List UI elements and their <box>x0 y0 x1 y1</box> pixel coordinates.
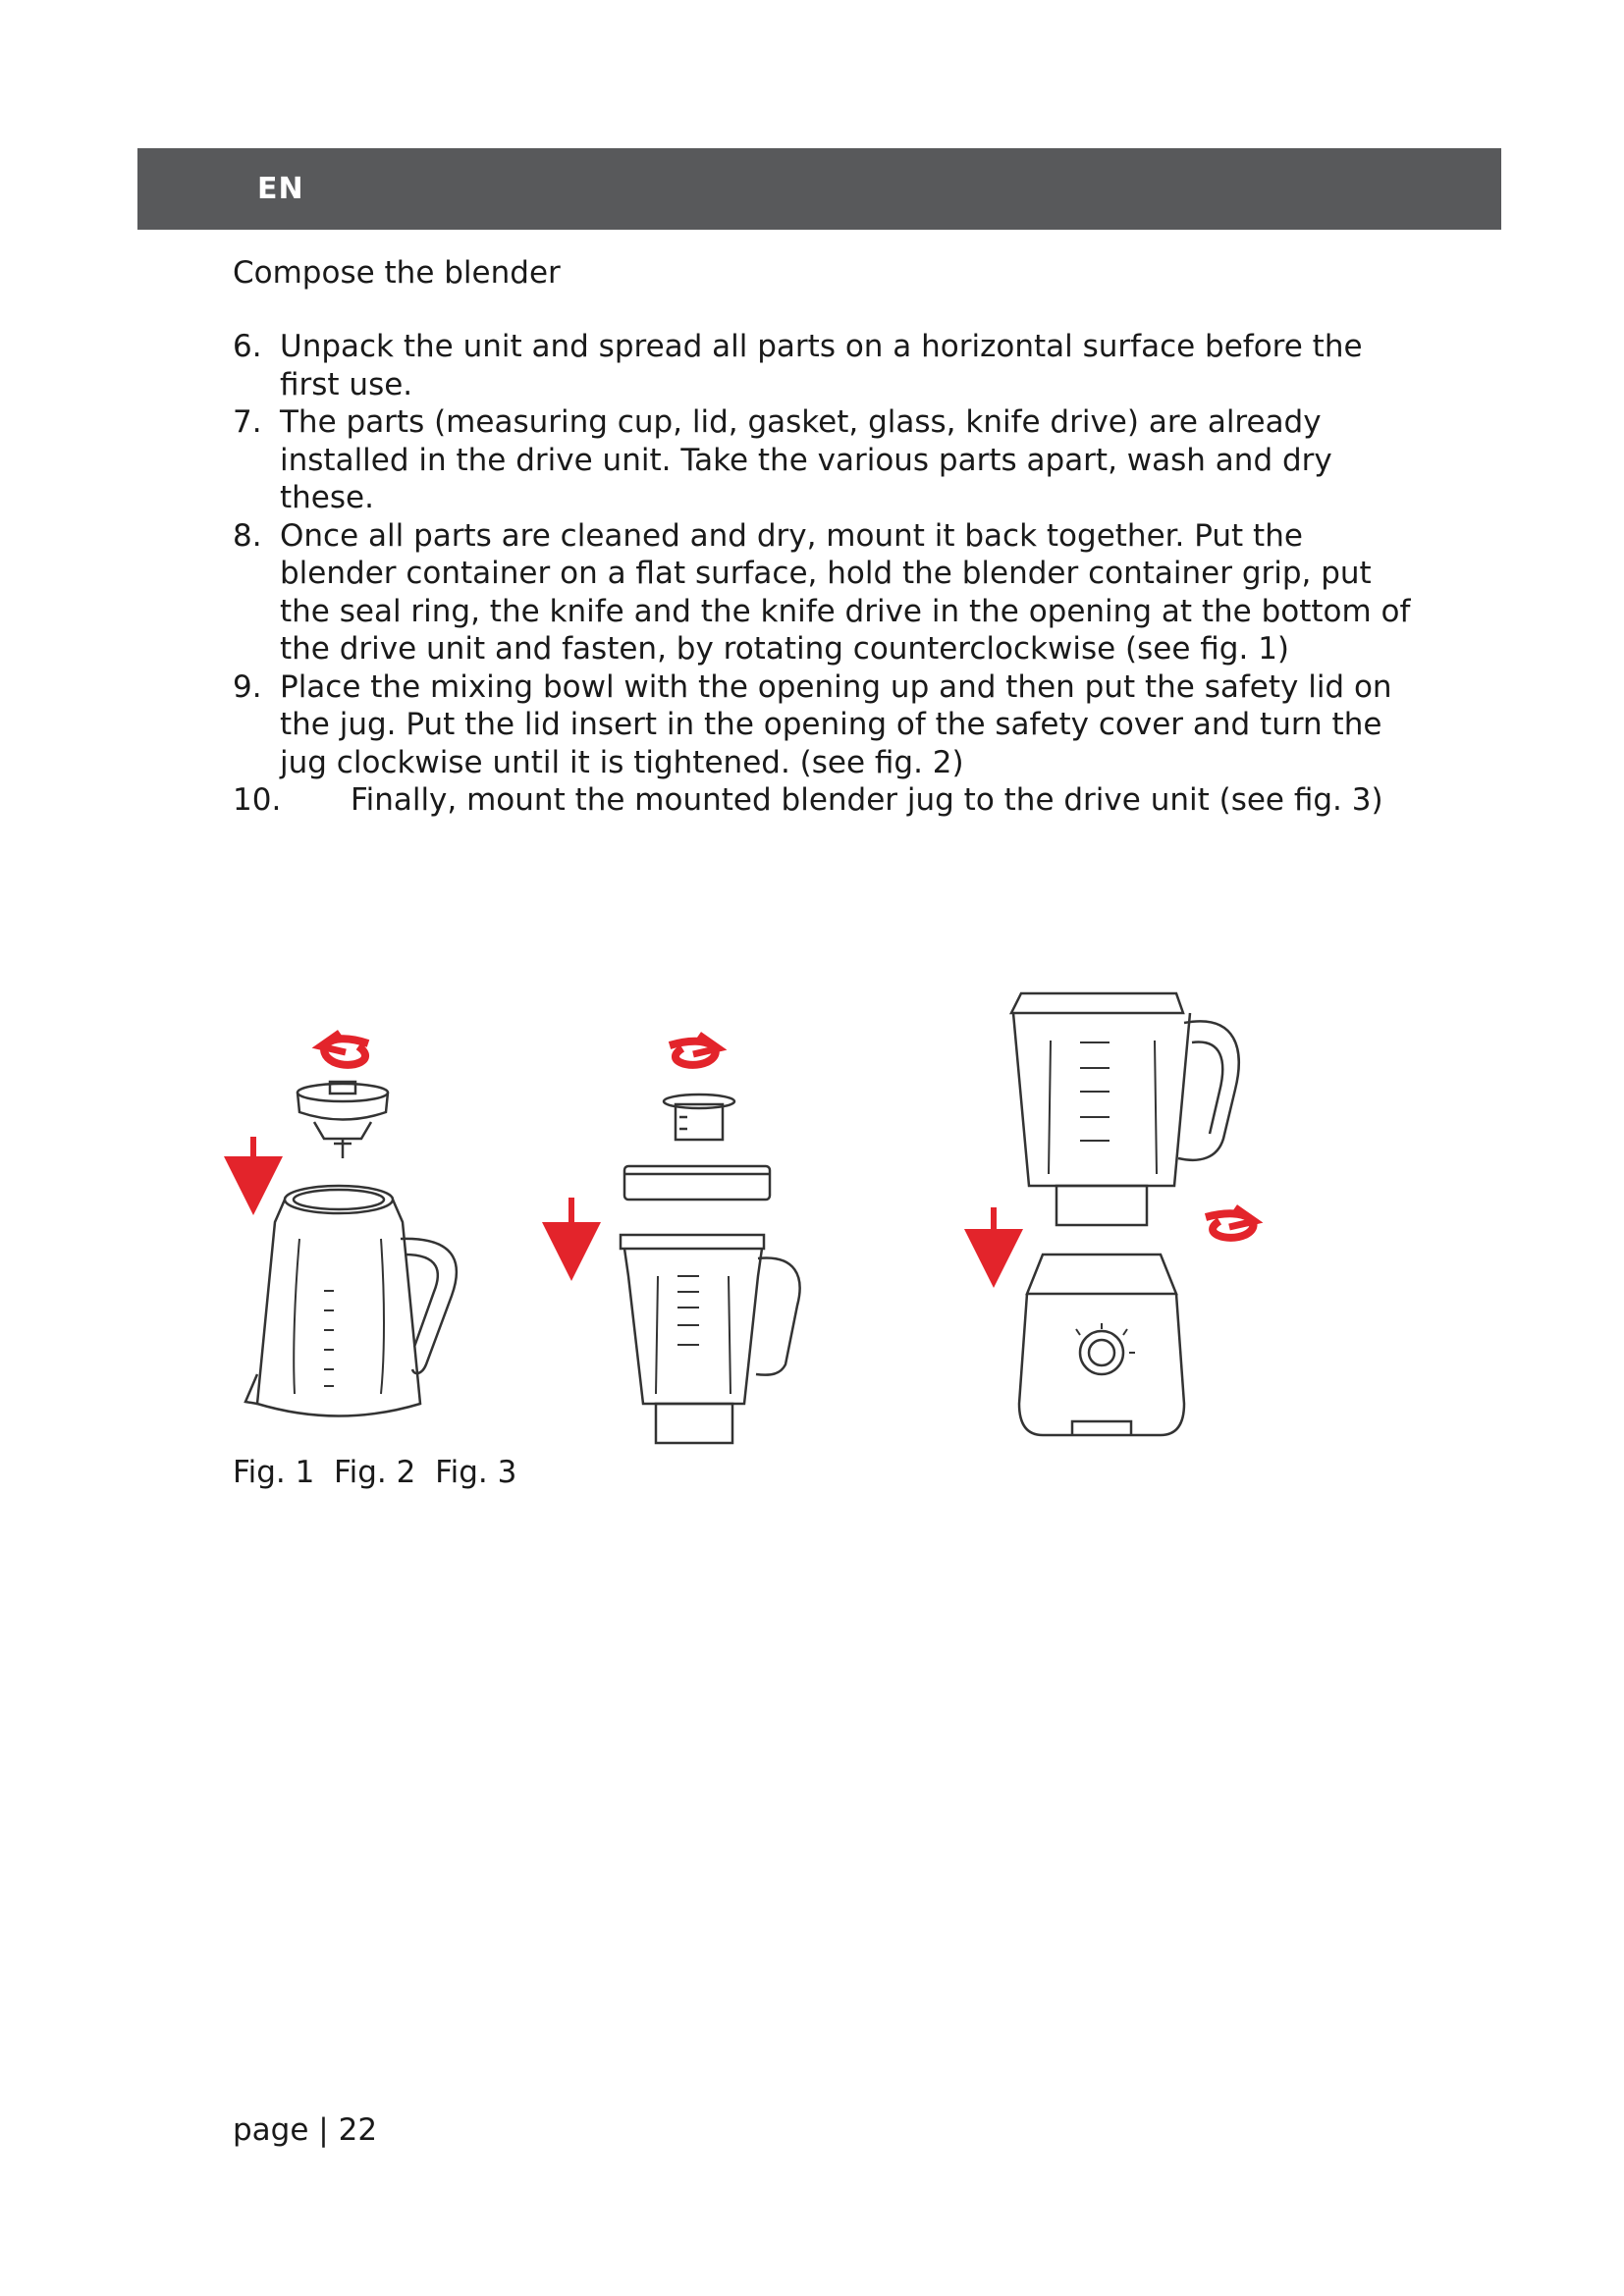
rotate-clockwise-icon <box>1206 1207 1255 1238</box>
lid-insert-part <box>664 1095 734 1140</box>
page-label: page <box>233 2112 309 2148</box>
section-title: Compose the blender <box>233 255 561 291</box>
knife-drive-part <box>298 1082 388 1158</box>
fig-1-caption: Fig. 1 <box>233 1455 315 1490</box>
figure-1 <box>245 1033 457 1416</box>
step-text: Place the mixing bowl with the opening up and then put the safety lid on the jug. Put the lid insert in the opening of the safety cover and turn the jug clockwise until it is tightened. (see fig. 2) <box>280 668 1392 780</box>
page-footer <box>233 2110 377 2150</box>
rotate-counterclockwise-icon <box>320 1033 368 1065</box>
blender-jug <box>245 1186 457 1416</box>
step-number: 8. <box>233 517 262 554</box>
step-text: The parts (measuring cup, lid, gasket, glass, knife drive) are already installed in the drive unit. Take the various parts apart, wash and dry these. <box>280 404 1332 515</box>
drive-unit-base <box>1019 1255 1184 1435</box>
blender-jug <box>621 1235 800 1443</box>
step-text: Unpack the unit and spread all parts on a horizontal surface before the first use. <box>280 329 1363 402</box>
language-label: EN <box>257 172 304 206</box>
step-number: 9. <box>233 668 262 705</box>
step-number: 7. <box>233 404 262 440</box>
figure-2 <box>571 1035 800 1443</box>
page-number: 22 <box>338 2112 378 2148</box>
figure-captions <box>233 1453 516 1492</box>
step-number: 6. <box>233 329 262 364</box>
page-separator: | <box>318 2112 329 2148</box>
fig-3-caption: Fig. 3 <box>435 1455 517 1490</box>
step-number: 10. <box>233 782 282 818</box>
figure-3 <box>994 993 1255 1435</box>
blender-jug <box>1011 993 1239 1225</box>
fig-2-caption: Fig. 2 <box>334 1455 416 1490</box>
step-text: Once all parts are cleaned and dry, mount it back together. Put the blender container on a flat surface, hold the blender container grip, put the seal ring, the knife and the knife drive in the opening at the bottom of the drive unit and fasten, by rotating counterclockwise (see fig. 1) <box>280 517 1411 667</box>
safety-lid-part <box>624 1166 770 1200</box>
step-text: Finally, mount the mounted blender jug to the drive unit (see fig. 3) <box>351 782 1383 818</box>
rotate-clockwise-icon <box>670 1035 719 1065</box>
